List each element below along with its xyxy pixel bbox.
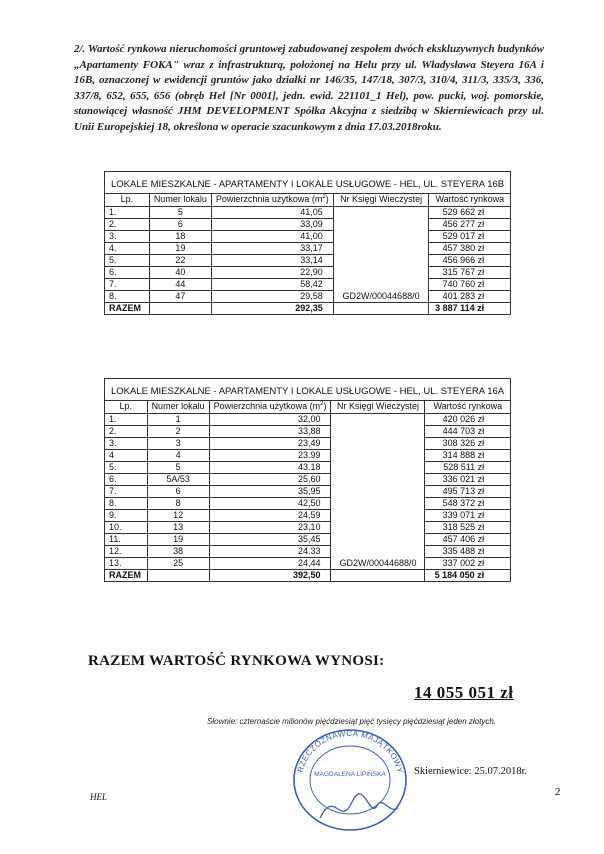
stamp-ring-text: RZECZOZNAWCA MAJĄTKOWY [295,728,405,775]
cell-wartosc: 444 703 zł [425,426,511,438]
table-steyera-16a [104,378,511,582]
place-date: Skierniewice: 25.07.2018r. [414,766,528,777]
cell-powierzchnia: 43.18 [209,462,331,474]
total-label: RAZEM [105,303,150,315]
header-lp: Lp. [105,194,150,207]
header-wartosc: Wartość rynkowa [429,194,511,207]
cell-powierzchnia: 23.99 [209,450,331,462]
table-row [105,450,511,462]
header-powierzchnia: Powierzchnia użytkowa $(m^2)$ [211,194,333,207]
cell-numer: 4 [147,450,209,462]
cell-lp: 5. [105,255,150,267]
cell-numer: 19 [149,243,211,255]
table-row [105,414,511,426]
cell-numer: 1 [147,414,209,426]
table-row [105,207,511,219]
cell-wartosc: 457 406 zł [425,534,511,546]
amount-in-words: Słownie: czternaście milionów pięćdziesiąt pięć tysięcy pięćdziesiąt jeden złotych. [207,717,497,726]
cell-numer: 12 [147,510,209,522]
header-lp: Lp. [105,401,148,414]
cell-powierzchnia: 33,17 [211,243,333,255]
cell-wartosc: 339 071 zł [425,510,511,522]
cell-lp: 4. [105,243,150,255]
table-title: LOKALE MIESZKALNE - APARTAMENTY I LOKALE USŁUGOWE - HEL, UL. STEYERA 16A [105,379,511,401]
header-powierzchnia: Powierzchnia użytkowa $(m^2)$ [209,401,331,414]
cell-wartosc: 529 017 zł [429,231,511,243]
cell-numer: 18 [149,231,211,243]
summary-amount: 14 055 051 zł [414,683,514,702]
cell-wartosc: 548 372 zł [425,498,511,510]
total-value: 3 887 114 zł [429,303,511,315]
total-area: 392,50 [209,570,331,582]
cell-numer: 5 [147,462,209,474]
intro-paragraph: 2/. Wartość rynkowa nieruchomości gruntowej zabudowanej zespołem dwóch ekskluzywnych budynków „Apartamenty FOKA" wraz z infrastrukturą, położonej na Helu przy ul. Władysława Steyera 16A i 16B, oznaczonej w ewidencji gruntów jako działki nr 146/35, 147/18, 307/3, 310/4, 311/3, 335/3, 336, 337/8, 652, 655, 656 (obręb Hel [Nr 0001], jedn. ewid. 221101_1 Hel), pow. pucki, woj. pomorskie, stanowiącej własność JHM DEVELOPMENT Spółka Akcyjna z siedzibą w Skierniewicach przy ul. Unii Europejskiej 18, określona w operacie szacunkowym z dnia 17.03.2018roku. [74,43,544,133]
cell-powierzchnia: 41,05 [211,207,333,219]
cell-powierzchnia: 25,60 [209,474,331,486]
cell-kw: GD2W/00044688/0 [333,207,429,303]
cell-powierzchnia: 35,45 [209,534,331,546]
cell-lp: 10. [105,522,148,534]
cell-numer: 2 [147,426,209,438]
cell-powierzchnia: 32,00 [209,414,331,426]
cell-powierzchnia: 29,58 [211,291,333,303]
table-row [105,243,511,255]
cell-numer: 40 [149,267,211,279]
table-row [105,219,511,231]
cell-lp: 1. [105,207,150,219]
table-row [105,462,511,474]
cell-powierzchnia: 42,50 [209,498,331,510]
table-row [105,546,511,558]
signature [320,794,398,818]
cell-numer: 13 [147,522,209,534]
table-row [105,231,511,243]
cell-numer: 6 [147,486,209,498]
cell-powierzchnia: 24.33 [209,546,331,558]
cell-lp: 5. [105,462,148,474]
cell-numer: 47 [149,291,211,303]
table-row [105,291,511,303]
table-row [105,279,511,291]
header-kw: Nr Księgi Wieczystej [331,401,425,414]
cell-numer: 3 [147,438,209,450]
cell-wartosc: 456 277 zł [429,219,511,231]
cell-powierzchnia: 23,49 [209,438,331,450]
cell-lp: 2. [105,426,148,438]
cell-powierzchnia: 24,59 [209,510,331,522]
cell-wartosc: 740 760 zł [429,279,511,291]
table-row [105,438,511,450]
cell-wartosc: 401 283 zł [429,291,511,303]
svg-text:RZECZOZNAWCA MAJĄTKOWY [296,729,405,774]
cell-lp: 1. [105,414,148,426]
cell-lp: 3. [105,231,150,243]
cell-lp: 8. [105,291,150,303]
cell-powierzchnia: 41,00 [211,231,333,243]
table-row [105,534,511,546]
cell-numer: 5 [149,207,211,219]
total-value: 5 184 050 zł [425,570,511,582]
cell-wartosc: 314 888 zł [425,450,511,462]
table-row [105,510,511,522]
cell-powierzchnia: 22,90 [211,267,333,279]
cell-lp: 4 [105,450,148,462]
table-row [105,426,511,438]
cell-wartosc: 420 026 zł [425,414,511,426]
page-number: 2 [555,786,561,798]
stamp-name: MAGDALENA LIPIŃSKA [314,771,386,778]
cell-powierzchnia: 33,14 [211,255,333,267]
cell-lp: 9. [105,510,148,522]
table-row [105,267,511,279]
header-kw: Nr Księgi Wieczystej [333,194,429,207]
header-wartosc: Wartość rynkowa [425,401,511,414]
cell-lp: 12. [105,546,148,558]
cell-numer: 38 [147,546,209,558]
cell-powierzchnia: 33,88 [209,426,331,438]
cell-numer: 22 [149,255,211,267]
cell-lp: 2. [105,219,150,231]
cell-numer: 19 [147,534,209,546]
cell-numer: 6 [149,219,211,231]
cell-lp: 7. [105,486,148,498]
cell-lp: 7. [105,279,150,291]
table-row [105,558,511,570]
cell-powierzchnia: 33,09 [211,219,333,231]
cell-lp: 13. [105,558,148,570]
cell-wartosc: 457 380 zł [429,243,511,255]
table-row [105,486,511,498]
cell-lp: 6. [105,267,150,279]
cell-wartosc: 337 002 zł [425,558,511,570]
cell-wartosc: 495 713 zł [425,486,511,498]
table-row [105,522,511,534]
cell-powierzchnia: 23,10 [209,522,331,534]
footer-hel: HEL [90,792,108,802]
cell-wartosc: 308 326 zł [425,438,511,450]
cell-kw: GD2W/00044688/0 [331,414,425,570]
cell-numer: 8 [147,498,209,510]
cell-lp: 11. [105,534,148,546]
appraiser-stamp [280,718,420,838]
table-row [105,498,511,510]
summary-label: RAZEM WARTOŚĆ RYNKOWA WYNOSI: [88,653,385,669]
cell-lp: 6. [105,474,148,486]
header-numer-lokalu: Numer lokalu [149,194,211,207]
table-title: LOKALE MIESZKALNE - APARTAMENTY I LOKALE USŁUGOWE - HEL, UL. STEYERA 16B [105,172,511,194]
cell-wartosc: 335 488 zł [425,546,511,558]
cell-lp: 8. [105,498,148,510]
table-row [105,474,511,486]
cell-numer: 44 [149,279,211,291]
cell-wartosc: 315 767 zł [429,267,511,279]
cell-numer: 5A/53 [147,474,209,486]
total-label: RAZEM [105,570,148,582]
cell-numer: 25 [147,558,209,570]
cell-powierzchnia: 35,95 [209,486,331,498]
table-steyera-16b [104,171,511,315]
header-numer-lokalu: Numer lokalu [147,401,209,414]
cell-wartosc: 318 525 zł [425,522,511,534]
cell-wartosc: 336 021 zł [425,474,511,486]
cell-wartosc: 456 966 zł [429,255,511,267]
cell-powierzchnia: 58,42 [211,279,333,291]
cell-wartosc: 528 511 zł [425,462,511,474]
table-row [105,255,511,267]
cell-wartosc: 529 662 zł [429,207,511,219]
cell-powierzchnia: 24,44 [209,558,331,570]
cell-lp: 3. [105,438,148,450]
total-area: 292,35 [211,303,333,315]
